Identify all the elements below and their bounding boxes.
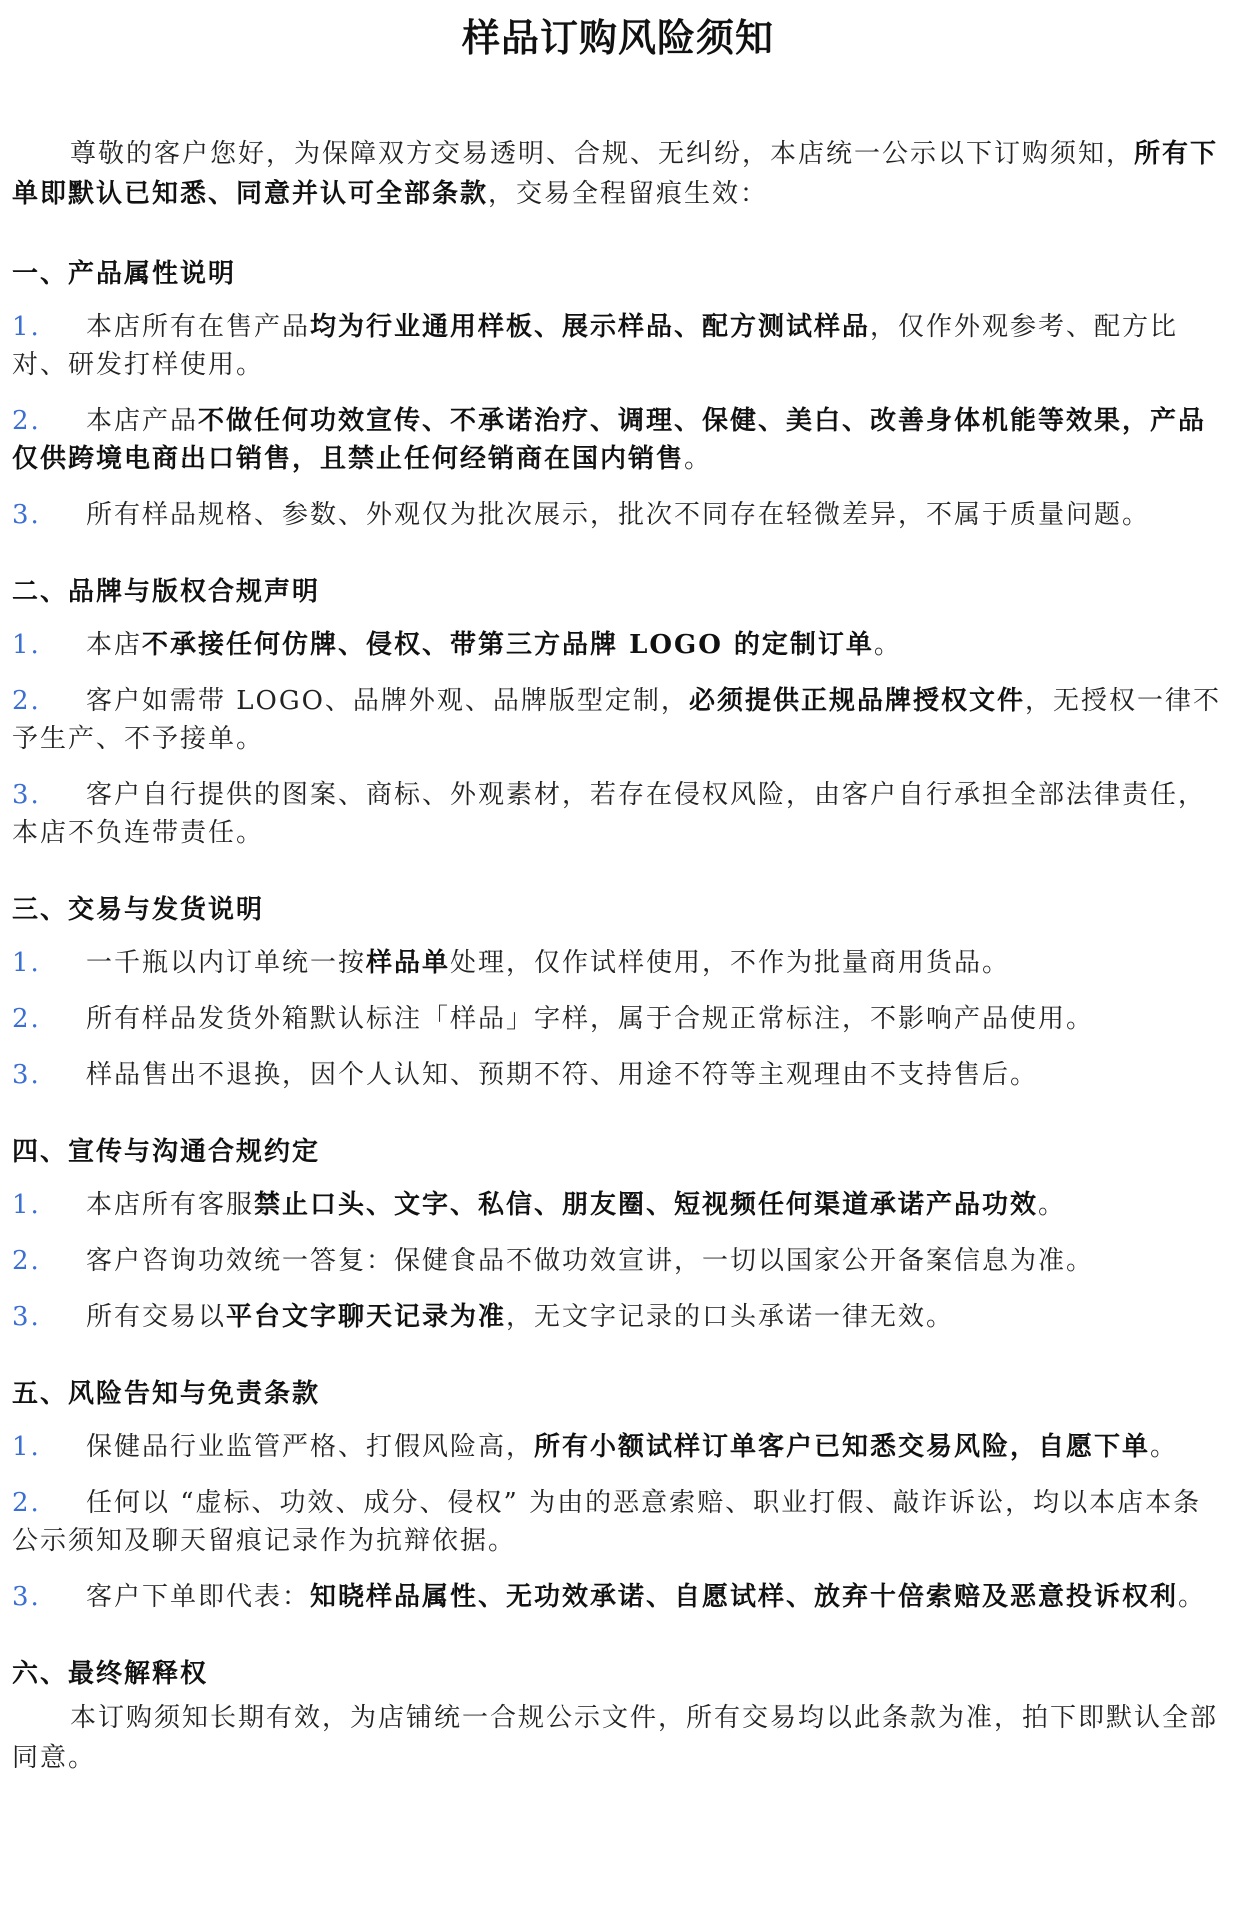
list-item bbox=[12, 1186, 1224, 1224]
item-number: 1. bbox=[12, 312, 41, 342]
item-number: 2. bbox=[12, 1488, 41, 1518]
intro-emphasis: 所有下单即默认已知悉、同意并认可全部条款 bbox=[12, 139, 1219, 209]
item-text: 所有交易以 bbox=[86, 1302, 227, 1332]
item-text: 客户咨询功效统一答复：保健食品不做功效宣讲，一切以国家公开备案信息为准。 bbox=[86, 1246, 1095, 1276]
section-product-attributes bbox=[12, 254, 1224, 534]
list-item bbox=[12, 496, 1224, 534]
section-heading: 五、风险告知与免责条款 bbox=[12, 1379, 321, 1409]
item-number: 1. bbox=[12, 948, 41, 978]
item-text: 所有样品发货外箱默认标注「样品」字样，属于合规正常标注，不影响产品使用。 bbox=[86, 1004, 1095, 1034]
section-heading: 一、产品属性说明 bbox=[12, 259, 237, 289]
item-text: 保健品行业监管严格、打假风险高， bbox=[86, 1432, 535, 1462]
list-item bbox=[12, 308, 1224, 384]
item-text: 本店 bbox=[86, 630, 143, 660]
item-number: 2. bbox=[12, 1004, 41, 1034]
item-text: 所有样品规格、参数、外观仅为批次展示，批次不同存在轻微差异，不属于质量问题。 bbox=[86, 500, 1151, 530]
item-emphasis: 平台文字聊天记录为准 bbox=[226, 1302, 507, 1332]
list-item bbox=[12, 1242, 1224, 1280]
closing-paragraph: 本订购须知长期有效，为店铺统一合规公示文件，所有交易均以此条款为准，拍下即默认全部同意。 bbox=[12, 1703, 1219, 1773]
section-final-interpretation bbox=[12, 1654, 1224, 1778]
item-text-end: 。 bbox=[1038, 1190, 1067, 1220]
list-item bbox=[12, 682, 1224, 758]
item-number: 3. bbox=[12, 1060, 41, 1090]
section-promotion-communication bbox=[12, 1132, 1224, 1336]
list-item bbox=[12, 1578, 1224, 1616]
item-emphasis: 所有小额试样订单客户已知悉交易风险，自愿下单 bbox=[534, 1432, 1151, 1462]
item-number: 2. bbox=[12, 686, 41, 716]
item-text: 本店所有在售产品 bbox=[86, 312, 311, 342]
section-heading: 四、宣传与沟通合规约定 bbox=[12, 1137, 321, 1167]
item-text: 任何以 “虚标、功效、成分、侵权” 为由的恶意索赔、职业打假、敲诈诉讼，均以本店本条公示须知及聊天留痕记录作为抗辩依据。 bbox=[12, 1488, 1202, 1556]
item-text: 本店产品 bbox=[86, 406, 199, 436]
item-emphasis: 均为行业通用样板、展示样品、配方测试样品 bbox=[310, 312, 871, 342]
item-text-end: 。 bbox=[873, 630, 902, 660]
section-brand-copyright bbox=[12, 572, 1224, 852]
item-number: 3. bbox=[12, 1582, 41, 1612]
item-emphasis: 禁止口头、文字、私信、朋友圈、短视频任何渠道承诺产品功效 bbox=[254, 1190, 1039, 1220]
section-heading: 六、最终解释权 bbox=[12, 1659, 209, 1689]
section-risk-disclaimer bbox=[12, 1374, 1224, 1616]
item-text-end: 。 bbox=[1178, 1582, 1207, 1612]
page-title: 样品订购风险须知 bbox=[461, 16, 774, 60]
intro-text-end: ，交易全程留痕生效： bbox=[488, 179, 769, 209]
item-number: 1. bbox=[12, 1432, 41, 1462]
item-number: 1. bbox=[12, 1190, 41, 1220]
list-item bbox=[12, 944, 1224, 982]
item-text: 客户下单即代表： bbox=[86, 1582, 311, 1612]
list-item bbox=[12, 1428, 1224, 1466]
intro-text: 尊敬的客户您好，为保障双方交易透明、合规、无纠纷，本店统一公示以下订购须知， bbox=[70, 139, 1135, 169]
item-text: 样品售出不退换，因个人认知、预期不符、用途不符等主观理由不支持售后。 bbox=[86, 1060, 1039, 1090]
item-number: 3. bbox=[12, 500, 41, 530]
section-heading: 二、品牌与版权合规声明 bbox=[12, 577, 321, 607]
section-heading: 三、交易与发货说明 bbox=[12, 895, 265, 925]
item-text-end: 。 bbox=[684, 444, 713, 474]
item-emphasis: 不做任何功效宣传、不承诺治疗、调理、保健、美白、改善身体机能等效果，产品仅供跨境电商出口销售，且禁止任何经销商在国内销售 bbox=[12, 406, 1207, 474]
item-text-end: ，无文字记录的口头承诺一律无效。 bbox=[506, 1302, 955, 1332]
item-emphasis: 样品单 bbox=[366, 948, 451, 978]
item-text: 客户自行提供的图案、商标、外观素材，若存在侵权风险，由客户自行承担全部法律责任，本店不负连带责任。 bbox=[12, 780, 1207, 848]
item-text-end: ，无授权一律不予生产、不予接单。 bbox=[12, 686, 1221, 754]
item-number: 3. bbox=[12, 780, 41, 810]
item-number: 1. bbox=[12, 630, 41, 660]
section-trade-shipping bbox=[12, 890, 1224, 1094]
list-item bbox=[12, 402, 1224, 478]
intro-paragraph bbox=[12, 134, 1224, 214]
item-text-end: 。 bbox=[1150, 1432, 1179, 1462]
list-item bbox=[12, 1000, 1224, 1038]
list-item bbox=[12, 626, 1224, 664]
item-text: 本店所有客服 bbox=[86, 1190, 255, 1220]
list-item bbox=[12, 776, 1224, 852]
list-item bbox=[12, 1056, 1224, 1094]
item-emphasis: 知晓样品属性、无功效承诺、自愿试样、放弃十倍索赔及恶意投诉权利 bbox=[310, 1582, 1179, 1612]
list-item bbox=[12, 1484, 1224, 1560]
item-number: 3. bbox=[12, 1302, 41, 1332]
item-number: 2. bbox=[12, 1246, 41, 1276]
item-text-end: ，仅作外观参考、配方比对、研发打样使用。 bbox=[12, 312, 1179, 380]
item-emphasis: 必须提供正规品牌授权文件 bbox=[688, 686, 1025, 716]
item-emphasis: 不承接任何仿牌、侵权、带第三方品牌 LOGO 的定制订单 bbox=[142, 630, 874, 660]
list-item bbox=[12, 1298, 1224, 1336]
item-text-end: 处理，仅作试样使用，不作为批量商用货品。 bbox=[450, 948, 1011, 978]
item-number: 2. bbox=[12, 406, 41, 436]
item-text: 客户如需带 LOGO、品牌外观、品牌版型定制， bbox=[86, 686, 689, 716]
item-text: 一千瓶以内订单统一按 bbox=[86, 948, 367, 978]
